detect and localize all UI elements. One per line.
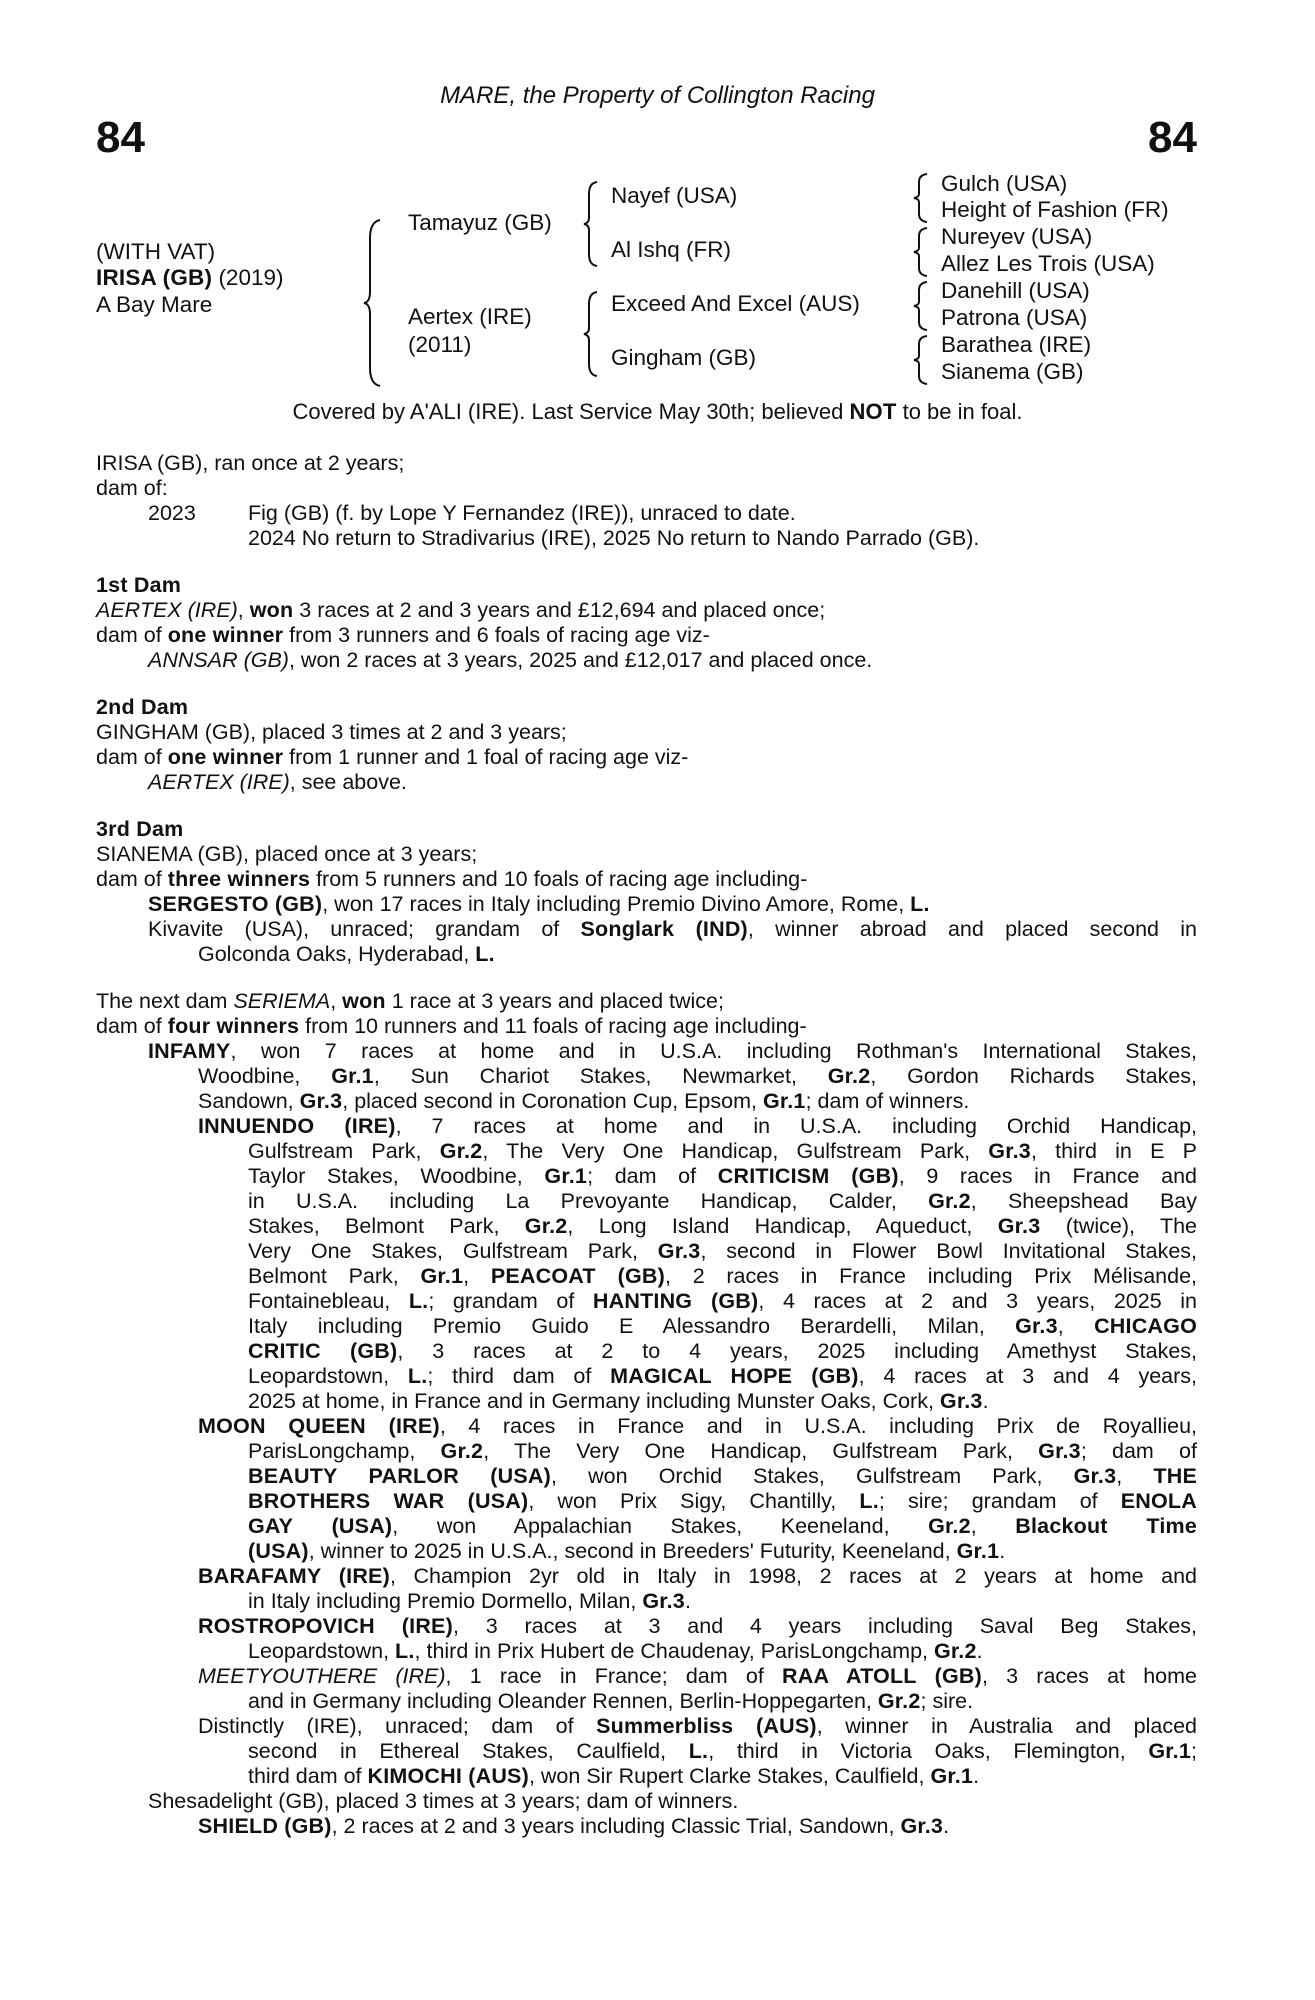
text-line: [96, 1564, 1197, 1589]
text-run: from 1 runner and 1 foal of racing age viz-: [283, 745, 689, 769]
lot-number-right: 84: [1148, 113, 1197, 162]
bold-text: Gr.3: [299, 1089, 343, 1113]
bold-text: GAY (USA): [248, 1514, 393, 1538]
bold-text: CRITIC (GB): [248, 1339, 398, 1363]
bold-text: Gr.2: [877, 1689, 921, 1713]
brace-icon: [912, 226, 932, 278]
text-run: 1 race at 3 years and placed twice;: [385, 989, 724, 1013]
text-run: and in Germany including Oleander Rennen, Berlin-Hoppegarten,: [248, 1689, 878, 1713]
text-run: GINGHAM (GB), placed 3 times at 2 and 3 years;: [96, 720, 567, 744]
bold-text: RAA ATOLL (GB): [781, 1664, 982, 1688]
bold-text: Gr.3: [900, 1814, 944, 1838]
bold-text: Gr.2: [934, 1639, 977, 1663]
covering-text-end: to be in foal.: [896, 399, 1023, 424]
text-run: , won Sir Rupert Clarke Stakes, Caulfield,: [528, 1764, 931, 1788]
horse-year: (2019): [218, 265, 284, 290]
text-run: from 10 runners and 11 foals of racing age including-: [299, 1014, 807, 1038]
bold-text: BEAUTY PARLOR (USA): [248, 1464, 551, 1488]
italic-text: AERTEX (IRE): [148, 770, 290, 794]
text-line: [96, 526, 1197, 551]
text-line: [96, 1239, 1197, 1264]
sire: Tamayuz (GB): [408, 210, 552, 235]
bold-text: Gr.1: [1148, 1739, 1192, 1763]
bold-text: Blackout Time: [1015, 1514, 1197, 1538]
italic-text: AERTEX (IRE): [96, 598, 238, 622]
text-line: [96, 1189, 1197, 1214]
text-run: ; dam of: [587, 1164, 718, 1188]
text-run: , third in Victoria Oaks, Flemington,: [708, 1739, 1149, 1763]
text-run: , Long Island Handicap, Aqueduct,: [567, 1214, 998, 1238]
text-run: , 4 races at 3 and 4 years,: [858, 1364, 1197, 1388]
text-line: [96, 1414, 1197, 1439]
lot-number-left: 84: [96, 113, 145, 162]
brace-icon: [582, 290, 602, 378]
bold-text: Gr.3: [997, 1214, 1041, 1238]
text-run: ; dam of: [1080, 1439, 1197, 1463]
text-line: [96, 1064, 1197, 1089]
text-run: ;: [1191, 1739, 1197, 1763]
bold-text: one winner: [167, 745, 284, 769]
text-run: Gulfstream Park,: [248, 1139, 440, 1163]
text-run: from 5 runners and 10 foals of racing age including-: [310, 867, 808, 891]
bold-text: BARAFAMY (IRE): [198, 1564, 390, 1588]
bold-text: INFAMY: [148, 1039, 231, 1063]
bold-text: Gr.3: [988, 1139, 1031, 1163]
text-run: Kivavite (USA), unraced; grandam of: [148, 917, 581, 941]
bold-text: Gr.1: [544, 1164, 588, 1188]
text-run: , 3 races at 2 to 4 years, 2025 including Amethyst Stakes,: [397, 1339, 1197, 1363]
grandparent: Al Ishq (FR): [611, 237, 732, 262]
bold-text: THE: [1153, 1464, 1197, 1488]
text-run: , third in E P: [1030, 1139, 1197, 1163]
text-run: 2024 No return to Stradivarius (IRE), 2025 No return to Nando Parrado (GB).: [248, 526, 980, 550]
bold-text: L.: [859, 1489, 879, 1513]
text-run: , 4 races at 2 and 3 years, 2025 in: [758, 1289, 1197, 1313]
horse-name: IRISA (GB): [96, 265, 213, 290]
bold-text: Gr.2: [928, 1189, 971, 1213]
text-line: [96, 1089, 1197, 1114]
text-run: .: [684, 1589, 691, 1613]
text-run: (twice), The: [1040, 1214, 1197, 1238]
text-run: , see above.: [289, 770, 407, 794]
text-line: [96, 1639, 1197, 1664]
text-line: [96, 989, 1197, 1014]
grandparent: Exceed And Excel (AUS): [611, 291, 860, 316]
text-run: dam of:: [96, 476, 168, 500]
text-run: , won 17 races in Italy including Premio Divino Amore, Rome,: [322, 892, 911, 916]
dam-year: (2011): [408, 332, 472, 357]
text-run: , won Appalachian Stakes, Keeneland,: [392, 1514, 929, 1538]
bold-text: Gr.3: [642, 1589, 685, 1613]
covering-emphasis: NOT: [849, 399, 897, 424]
text-line: [96, 1139, 1197, 1164]
covering-note: [0, 401, 1315, 423]
text-line: [96, 1439, 1197, 1464]
bold-text: L.: [408, 1289, 429, 1313]
bold-text: Songlark (IND): [580, 917, 748, 941]
text-run: , winner abroad and placed second in: [747, 917, 1197, 941]
text-line: [96, 1289, 1197, 1314]
great-grandparent: Sianema (GB): [941, 359, 1084, 384]
bold-text: Gr.3: [1015, 1314, 1058, 1338]
text-run: Stakes, Belmont Park,: [248, 1214, 525, 1238]
text-run: , winner to 2025 in U.S.A., second in Breeders' Futurity, Keeneland,: [308, 1539, 957, 1563]
text-run: .: [999, 1539, 1006, 1563]
bold-text: 1st Dam: [96, 573, 182, 597]
text-line: [96, 720, 1197, 745]
bold-text: Gr.1: [956, 1539, 1000, 1563]
text-line: [96, 623, 1197, 648]
bold-text: L.: [910, 892, 930, 916]
bold-text: L.: [407, 1364, 428, 1388]
bold-text: SERGESTO (GB): [148, 892, 323, 916]
bold-text: Gr.2: [439, 1139, 483, 1163]
text-run: , Gordon Richards Stakes,: [870, 1064, 1197, 1088]
text-line: [96, 1039, 1197, 1064]
text-run: , The Very One Handicap, Gulfstream Park,: [483, 1439, 1039, 1463]
bold-text: Gr.3: [939, 1389, 983, 1413]
text-run: Taylor Stakes, Woodbine,: [248, 1164, 545, 1188]
text-line: [96, 598, 1197, 623]
great-grandparent: Gulch (USA): [941, 171, 1068, 196]
bold-text: MAGICAL HOPE (GB): [610, 1364, 859, 1388]
text-run: 2023: [148, 501, 196, 525]
bold-text: HANTING (GB): [592, 1289, 759, 1313]
vat-note: (WITH VAT): [96, 239, 216, 264]
great-grandparent: Nureyev (USA): [941, 224, 1093, 249]
bold-text: Summerbliss (AUS): [596, 1714, 817, 1738]
foal-year: [148, 501, 196, 525]
text-run: , Sun Chariot Stakes, Newmarket,: [373, 1064, 828, 1088]
foal-entry: [248, 501, 796, 526]
text-line: [96, 1764, 1197, 1789]
text-line: [96, 1714, 1197, 1739]
horse-description: A Bay Mare: [96, 292, 213, 317]
text-run: , 3 races at home: [982, 1664, 1197, 1688]
text-run: , won 7 races at home and in U.S.A. including Rothman's International Stakes,: [230, 1039, 1197, 1063]
text-line: [96, 1489, 1197, 1514]
text-run: , Champion 2yr old in Italy in 1998, 2 races at 2 years at home and: [389, 1564, 1197, 1588]
text-run: ,: [970, 1514, 1016, 1538]
great-grandparent: Patrona (USA): [941, 305, 1088, 330]
text-run: Woodbine,: [198, 1064, 332, 1088]
text-line: [96, 501, 1197, 526]
section-spacer: [96, 795, 1197, 817]
text-run: .: [943, 1814, 950, 1838]
text-line: [96, 1314, 1197, 1339]
text-line: [96, 745, 1197, 770]
bold-text: BROTHERS WAR (USA): [248, 1489, 529, 1513]
bold-text: Gr.2: [827, 1064, 871, 1088]
italic-text: MEETYOUTHERE (IRE): [198, 1664, 446, 1688]
text-run: The next dam: [96, 989, 234, 1013]
bold-text: three winners: [167, 867, 311, 891]
text-line: [96, 1264, 1197, 1289]
text-line: [96, 1464, 1197, 1489]
great-grandparent: Allez Les Trois (USA): [941, 251, 1155, 276]
text-run: , 3 races at 3 and 4 years including Saval Beg Stakes,: [452, 1614, 1197, 1638]
text-run: .: [976, 1639, 983, 1663]
page-title: MARE, the Property of Collington Racing: [440, 82, 875, 109]
section-spacer: [96, 967, 1197, 989]
text-run: , third in Prix Hubert de Chaudenay, ParisLongchamp,: [414, 1639, 934, 1663]
brace-icon: [912, 172, 932, 224]
text-line: [96, 867, 1197, 892]
text-run: in Italy including Premio Dormello, Milan,: [248, 1589, 643, 1613]
text-run: ,: [1116, 1464, 1154, 1488]
italic-text: ANNSAR (GB): [148, 648, 289, 672]
text-run: 3 races at 2 and 3 years and £12,694 and placed once;: [293, 598, 826, 622]
text-line: [96, 1739, 1197, 1764]
text-line: [96, 573, 1197, 598]
text-line: [96, 770, 1197, 795]
text-run: .: [982, 1389, 989, 1413]
text-line: [96, 1814, 1197, 1839]
text-run: Shesadelight (GB), placed 3 times at 3 years; dam of winners.: [148, 1789, 739, 1813]
text-line: [96, 648, 1197, 673]
text-line: [96, 1339, 1197, 1364]
bold-text: CRITICISM (GB): [717, 1164, 899, 1188]
text-run: IRISA (GB), ran once at 2 years;: [96, 451, 405, 475]
grandparent: Nayef (USA): [611, 183, 738, 208]
bold-text: Gr.2: [440, 1439, 484, 1463]
text-run: Italy including Premio Guido E Alessandro Berardelli, Milan,: [248, 1314, 1016, 1338]
bold-text: SHIELD (GB): [198, 1814, 332, 1838]
text-run: , Sheepshead Bay: [970, 1189, 1197, 1213]
text-run: Distinctly (IRE), unraced; dam of: [198, 1714, 597, 1738]
bold-text: L.: [475, 942, 495, 966]
text-line: [96, 1514, 1197, 1539]
text-line: [96, 817, 1197, 842]
bold-text: L.: [688, 1739, 709, 1763]
text-line: [96, 1164, 1197, 1189]
section-spacer: [96, 551, 1197, 573]
bold-text: (USA): [248, 1539, 309, 1563]
horse-name-line: [96, 267, 283, 290]
text-line: [96, 842, 1197, 867]
brace-icon: [582, 180, 602, 268]
bold-text: won: [342, 989, 386, 1013]
text-run: Very One Stakes, Gulfstream Park,: [248, 1239, 658, 1263]
bold-text: PEACOAT (GB): [490, 1264, 666, 1288]
text-run: dam of: [96, 867, 168, 891]
text-run: , winner in Australia and placed: [816, 1714, 1197, 1738]
italic-text: SERIEMA: [233, 989, 331, 1013]
text-run: , won 2 races at 3 years, 2025 and £12,017 and placed once.: [288, 648, 873, 672]
text-run: dam of: [96, 623, 168, 647]
text-run: ; sire.: [920, 1689, 974, 1713]
text-run: SIANEMA (GB), placed once at 3 years;: [96, 842, 478, 866]
section-spacer: [96, 673, 1197, 695]
text-run: , won Orchid Stakes, Gulfstream Park,: [551, 1464, 1074, 1488]
text-run: , won Prix Sigy, Chantilly,: [528, 1489, 860, 1513]
bold-text: Gr.1: [331, 1064, 374, 1088]
text-run: 2025 at home, in France and in Germany including Munster Oaks, Cork,: [248, 1389, 940, 1413]
text-run: , placed second in Coronation Cup, Epsom,: [342, 1089, 763, 1113]
text-run: , 4 races in France and in U.S.A. including Prix de Royallieu,: [439, 1414, 1197, 1438]
text-line: [96, 1214, 1197, 1239]
text-run: .: [973, 1764, 980, 1788]
text-line: [96, 1664, 1197, 1689]
bold-text: 3rd Dam: [96, 817, 184, 841]
brace-icon: [362, 218, 386, 388]
text-line: [96, 695, 1197, 720]
bold-text: KIMOCHI (AUS): [367, 1764, 529, 1788]
text-run: ; grandam of: [428, 1289, 593, 1313]
text-run: Sandown,: [198, 1089, 300, 1113]
text-line: [96, 917, 1197, 942]
text-run: ; third dam of: [427, 1364, 611, 1388]
covering-text: Covered by A'ALI (IRE). Last Service May 30th; believed: [292, 399, 850, 424]
text-run: dam of: [96, 745, 168, 769]
bold-text: MOON QUEEN (IRE): [198, 1414, 440, 1438]
bold-text: one winner: [167, 623, 284, 647]
text-run: second in Ethereal Stakes, Caulfield,: [248, 1739, 689, 1763]
brace-icon: [912, 334, 932, 386]
text-run: ,: [1057, 1314, 1095, 1338]
bold-text: Gr.1: [930, 1764, 974, 1788]
great-grandparent: Barathea (IRE): [941, 332, 1092, 357]
text-line: [96, 1114, 1197, 1139]
text-run: , 1 race in France; dam of: [445, 1664, 782, 1688]
bold-text: Gr.1: [762, 1089, 806, 1113]
text-run: from 3 runners and 6 foals of racing age viz-: [283, 623, 710, 647]
text-line: [96, 476, 1197, 501]
text-run: , 9 races in France and: [898, 1164, 1197, 1188]
bold-text: INNUENDO (IRE): [198, 1114, 396, 1138]
bold-text: Gr.3: [657, 1239, 701, 1263]
text-run: third dam of: [248, 1764, 368, 1788]
text-run: Leopardstown,: [248, 1364, 408, 1388]
text-run: , 7 races at home and in U.S.A. including Orchid Handicap,: [395, 1114, 1197, 1138]
bold-text: Gr.1: [420, 1264, 464, 1288]
text-line: [96, 1539, 1197, 1564]
text-run: Belmont Park,: [248, 1264, 421, 1288]
text-run: in U.S.A. including La Prevoyante Handicap, Calder,: [248, 1189, 929, 1213]
bold-text: ROSTROPOVICH (IRE): [198, 1614, 453, 1638]
bold-text: Gr.3: [1038, 1439, 1081, 1463]
text-line: [96, 1589, 1197, 1614]
bold-text: Gr.2: [524, 1214, 568, 1238]
text-line: [96, 1614, 1197, 1639]
text-run: ,: [330, 989, 343, 1013]
text-run: Leopardstown,: [248, 1639, 396, 1663]
bold-text: L.: [395, 1639, 415, 1663]
text-line: [96, 451, 1197, 476]
text-line: [96, 1014, 1197, 1039]
bold-text: won: [249, 598, 294, 622]
text-run: Golconda Oaks, Hyderabad,: [198, 942, 476, 966]
text-run: Fontainebleau,: [248, 1289, 409, 1313]
bold-text: four winners: [167, 1014, 300, 1038]
grandparent: Gingham (GB): [611, 345, 757, 370]
text-line: [96, 1364, 1197, 1389]
text-run: , 2 races in France including Prix Mélisande,: [665, 1264, 1197, 1288]
text-line: [96, 942, 1197, 967]
text-line: [96, 892, 1197, 917]
text-run: ,: [237, 598, 250, 622]
text-line: [96, 1689, 1197, 1714]
text-run: , second in Flower Bowl Invitational Stakes,: [700, 1239, 1197, 1263]
text-run: ; dam of winners.: [805, 1089, 970, 1113]
bold-text: ENOLA: [1120, 1489, 1197, 1513]
bold-text: 2nd Dam: [96, 695, 189, 719]
dam: Aertex (IRE): [408, 304, 532, 329]
text-run: ,: [463, 1264, 491, 1288]
text-run: dam of: [96, 1014, 168, 1038]
bold-text: Gr.3: [1073, 1464, 1117, 1488]
great-grandparent: Danehill (USA): [941, 278, 1090, 303]
text-line: [96, 1789, 1197, 1814]
brace-icon: [912, 280, 932, 332]
bold-text: CHICAGO: [1094, 1314, 1197, 1338]
great-grandparent: Height of Fashion (FR): [941, 197, 1169, 222]
text-run: Fig (GB) (f. by Lope Y Fernandez (IRE)), unraced to date.: [248, 501, 796, 525]
text-run: , The Very One Handicap, Gulfstream Park,: [482, 1139, 989, 1163]
text-run: ParisLongchamp,: [248, 1439, 441, 1463]
text-line: [96, 1389, 1197, 1414]
text-run: ; sire; grandam of: [878, 1489, 1121, 1513]
bold-text: Gr.2: [928, 1514, 971, 1538]
catalogue-body: [96, 451, 1197, 1839]
text-run: , 2 races at 2 and 3 years including Classic Trial, Sandown,: [331, 1814, 901, 1838]
